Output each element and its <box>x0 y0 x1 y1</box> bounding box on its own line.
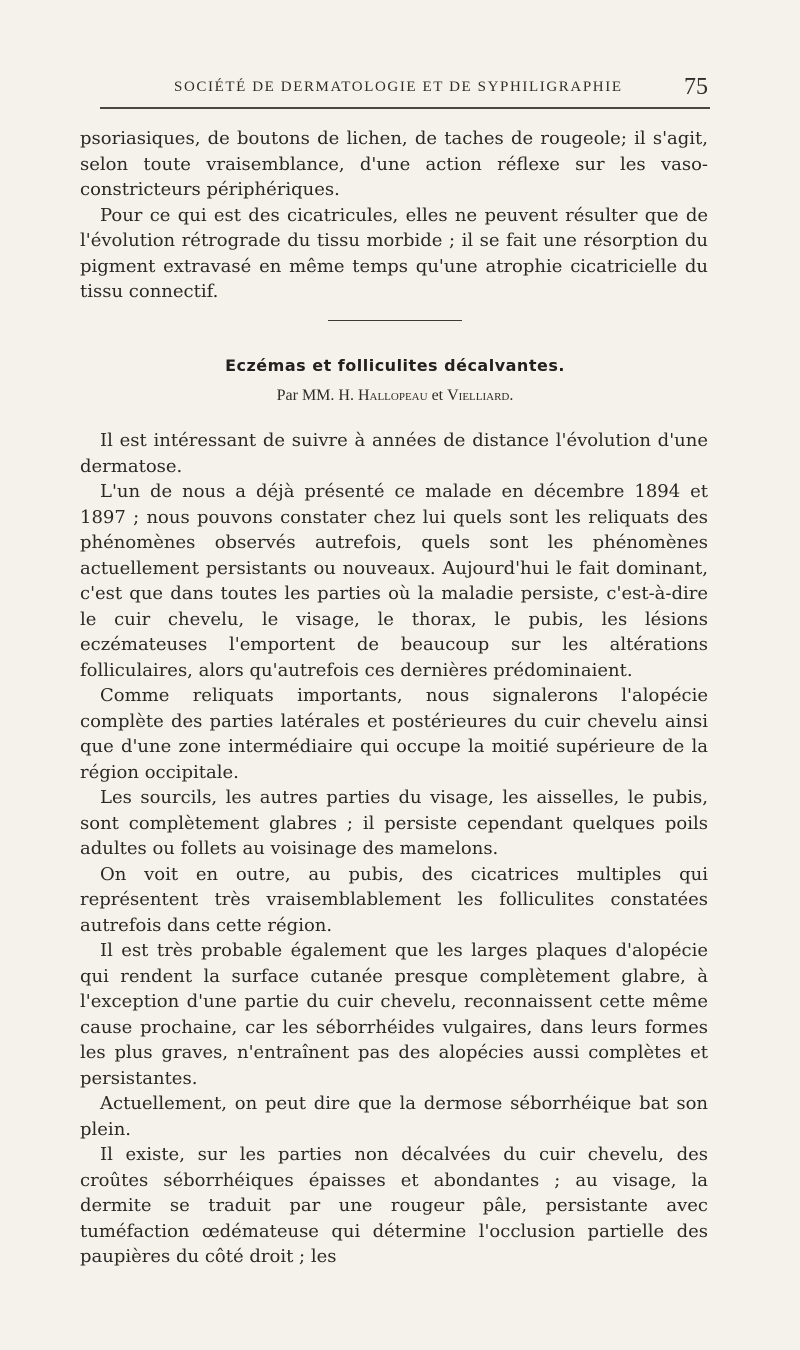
byline-prefix: Par MM. H. <box>276 387 354 404</box>
paragraph: Les sourcils, les autres parties du visage, les aisselles, le pubis, sont complètement glabres ; il persiste cependant quelques poils adultes ou follets au voisinage des mamelons. <box>80 787 708 859</box>
section-separator <box>328 320 462 321</box>
paragraph: Il est intéressant de suivre à années de distance l'évolution d'une dermatose. <box>80 430 708 477</box>
paragraph: Il est très probable également que les larges plaques d'alopécie qui rendent la surface cutanée presque complètement glabre, à l'exception d'une partie du cuir chevelu, reconnaissent cette même cause prochaine, car les séborrhéides vulgaires, dans leurs formes les plus graves, n'entraînent pas des alopécies aussi complètes et persistantes. <box>80 940 708 1089</box>
paragraph: psoriasiques, de boutons de lichen, de taches de rougeole; il s'agit, selon toute vraisemblance, d'une action réflexe sur les vaso-constricteurs périphériques. <box>80 128 708 200</box>
previous-article-text <box>80 126 708 305</box>
paragraph: Pour ce qui est des cicatricules, elles ne peuvent résulter que de l'évolution rétrograde du tissu morbide ; il se fait une résorption du pigment extravasé en même temps qu'une atrophie cicatricielle du tissu connectif. <box>80 204 708 302</box>
author-name: Hallopeau <box>357 387 428 404</box>
page-number: 75 <box>684 74 708 100</box>
paragraph: Il existe, sur les parties non décalvées du cuir chevelu, des croûtes séborrhéiques épaisses et abondantes ; au visage, la dermite se traduit par une rougeur pâle, persistante avec tuméfaction œdémateuse qui détermine l'occlusion partielle des paupières du côté droit ; les <box>80 1144 708 1267</box>
header-rule <box>100 107 710 109</box>
byline-conjunction: et <box>431 387 444 404</box>
running-title: SOCIÉTÉ DE DERMATOLOGIE ET DE SYPHILIGRAPHIE <box>174 79 623 95</box>
paragraph: On voit en outre, au pubis, des cicatrices multiples qui représentent très vraisemblablement les folliculites constatées autrefois dans cette région. <box>80 863 708 936</box>
paragraph: Comme reliquats importants, nous signalerons l'alopécie complète des parties latérales et postérieures du cuir chevelu ainsi que d'une zone intermédiaire qui occupe la moitié supérieure de la région occipitale. <box>80 685 708 783</box>
author-name: Vielliard. <box>447 387 514 404</box>
page-header <box>80 74 710 104</box>
article-title: Eczémas et folliculites décalvantes. <box>225 356 565 375</box>
article-body <box>80 428 708 1270</box>
article-byline <box>80 387 710 405</box>
paragraph: Actuellement, on peut dire que la dermose séborrhéique bat son plein. <box>80 1093 708 1140</box>
paragraph: L'un de nous a déjà présenté ce malade en décembre 1894 et 1897 ; nous pouvons constater chez lui quels sont les reliquats des phénomènes observés autrefois, quels sont les phénomènes actuellement persistants ou nouveaux. Aujourd'hui le fait dominant, c'est que dans toutes les parties où la maladie persiste, c'est-à-dire le cuir chevelu, le visage, le thorax, le pubis, les lésions eczémateuses l'emportent de beaucoup sur les altérations folliculaires, alors qu'autrefois ces dernières prédominaient. <box>80 481 708 681</box>
